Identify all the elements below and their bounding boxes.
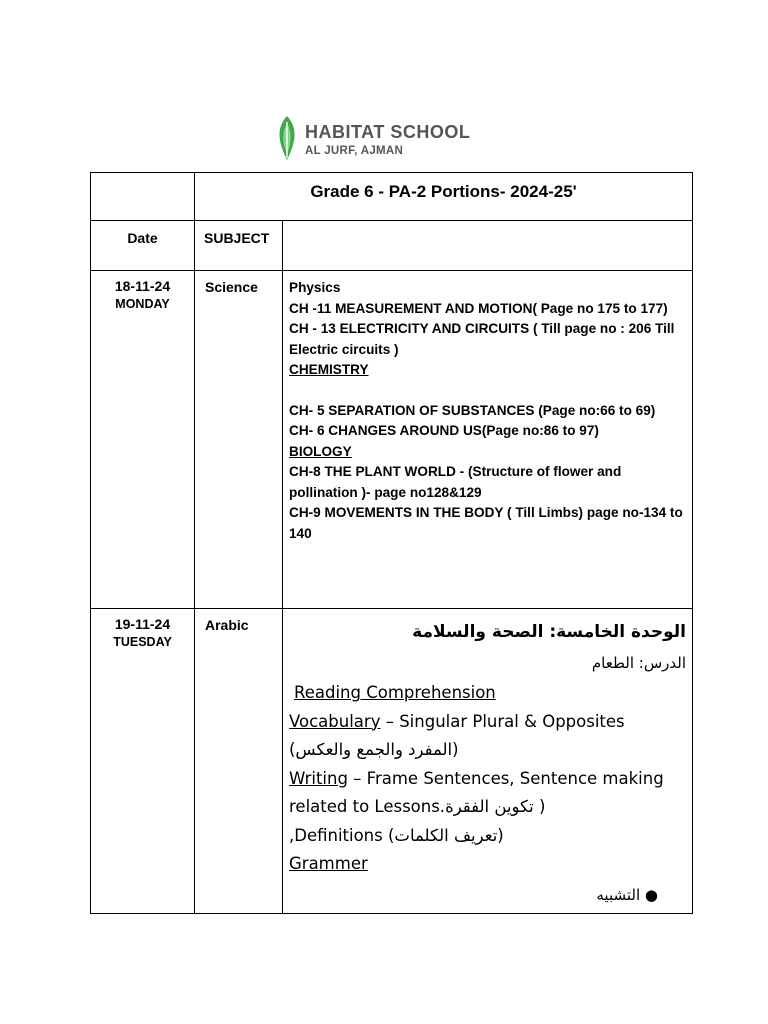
portion-line: CH - 13 ELECTRICITY AND CIRCUITS ( Till page no : 206 Till Electric circuits ) (289, 321, 675, 357)
vocabulary-text: – Singular Plural & Opposites (380, 711, 625, 731)
school-name: HABITAT SCHOOL (305, 122, 471, 142)
habitat-leaf-logo-icon (274, 114, 300, 162)
lesson-title: الدرس: الطعام (591, 654, 686, 672)
section-physics: Physics (289, 280, 341, 295)
subject-cell: Science (195, 271, 283, 609)
writing-text: – Frame Sentences, Sentence making related to Lessons. (289, 768, 664, 816)
writing-line (289, 765, 686, 822)
portions-table (90, 172, 693, 914)
grammar-label: Grammer (289, 854, 368, 873)
grammar-item: التشبيه (596, 885, 641, 904)
day-value: MONDAY (115, 297, 170, 311)
day-value: TUESDAY (113, 635, 172, 649)
vocabulary-line (289, 708, 686, 737)
grammar-bullet-item (289, 879, 686, 911)
arabic-portions (283, 609, 693, 914)
school-logo (274, 114, 471, 164)
portion-line: CH-8 THE PLANT WORLD - (Structure of flower and pollination )- page no128&129 (289, 464, 622, 500)
table-title: Grade 6 - PA-2 Portions- 2024-25' (195, 173, 693, 221)
portion-line: CH- 5 SEPARATION OF SUBSTANCES (Page no:66 to 69) (289, 402, 656, 418)
blank-line (289, 381, 686, 401)
portion-line: CH-9 MOVEMENTS IN THE BODY ( Till Limbs) page no-134 to 140 (289, 505, 683, 541)
writing-arabic: ( تكوين الفقرة (445, 797, 546, 816)
title-row (91, 173, 693, 221)
table-row-arabic (91, 609, 693, 914)
vocabulary-arabic: (المفرد والجمع والعكس) (289, 740, 459, 759)
date-cell (91, 271, 195, 609)
subject-cell: Arabic (195, 609, 283, 914)
portion-line: CH- 6 CHANGES AROUND US(Page no:86 to 97) (289, 423, 599, 438)
bullet-icon: ● (640, 885, 658, 904)
definitions-arabic: (تعريف الكلمات) (388, 825, 504, 845)
header-date: Date (91, 221, 195, 271)
table-row-science (91, 271, 693, 609)
header-subject: SUBJECT (195, 221, 283, 271)
section-biology: BIOLOGY (289, 443, 352, 459)
portion-line: CH -11 MEASUREMENT AND MOTION( Page no 175 to 177) (289, 300, 668, 316)
header-row (91, 221, 693, 271)
definitions-text: ,Definitions (289, 825, 383, 845)
vocabulary-label: Vocabulary (289, 711, 381, 731)
reading-label: Reading Comprehension (294, 683, 496, 702)
unit-title: الوحدة الخامسة: الصحة والسلامة (412, 622, 686, 642)
definitions-line (289, 822, 686, 851)
date-value: 19-11-24 (114, 616, 171, 632)
section-chemistry: CHEMISTRY (289, 362, 369, 377)
school-location: AL JURF, AJMAN (305, 145, 404, 157)
science-portions (283, 271, 693, 609)
date-cell (91, 609, 195, 914)
date-value: 18-11-24 (114, 278, 171, 294)
writing-label: Writing (289, 768, 348, 788)
